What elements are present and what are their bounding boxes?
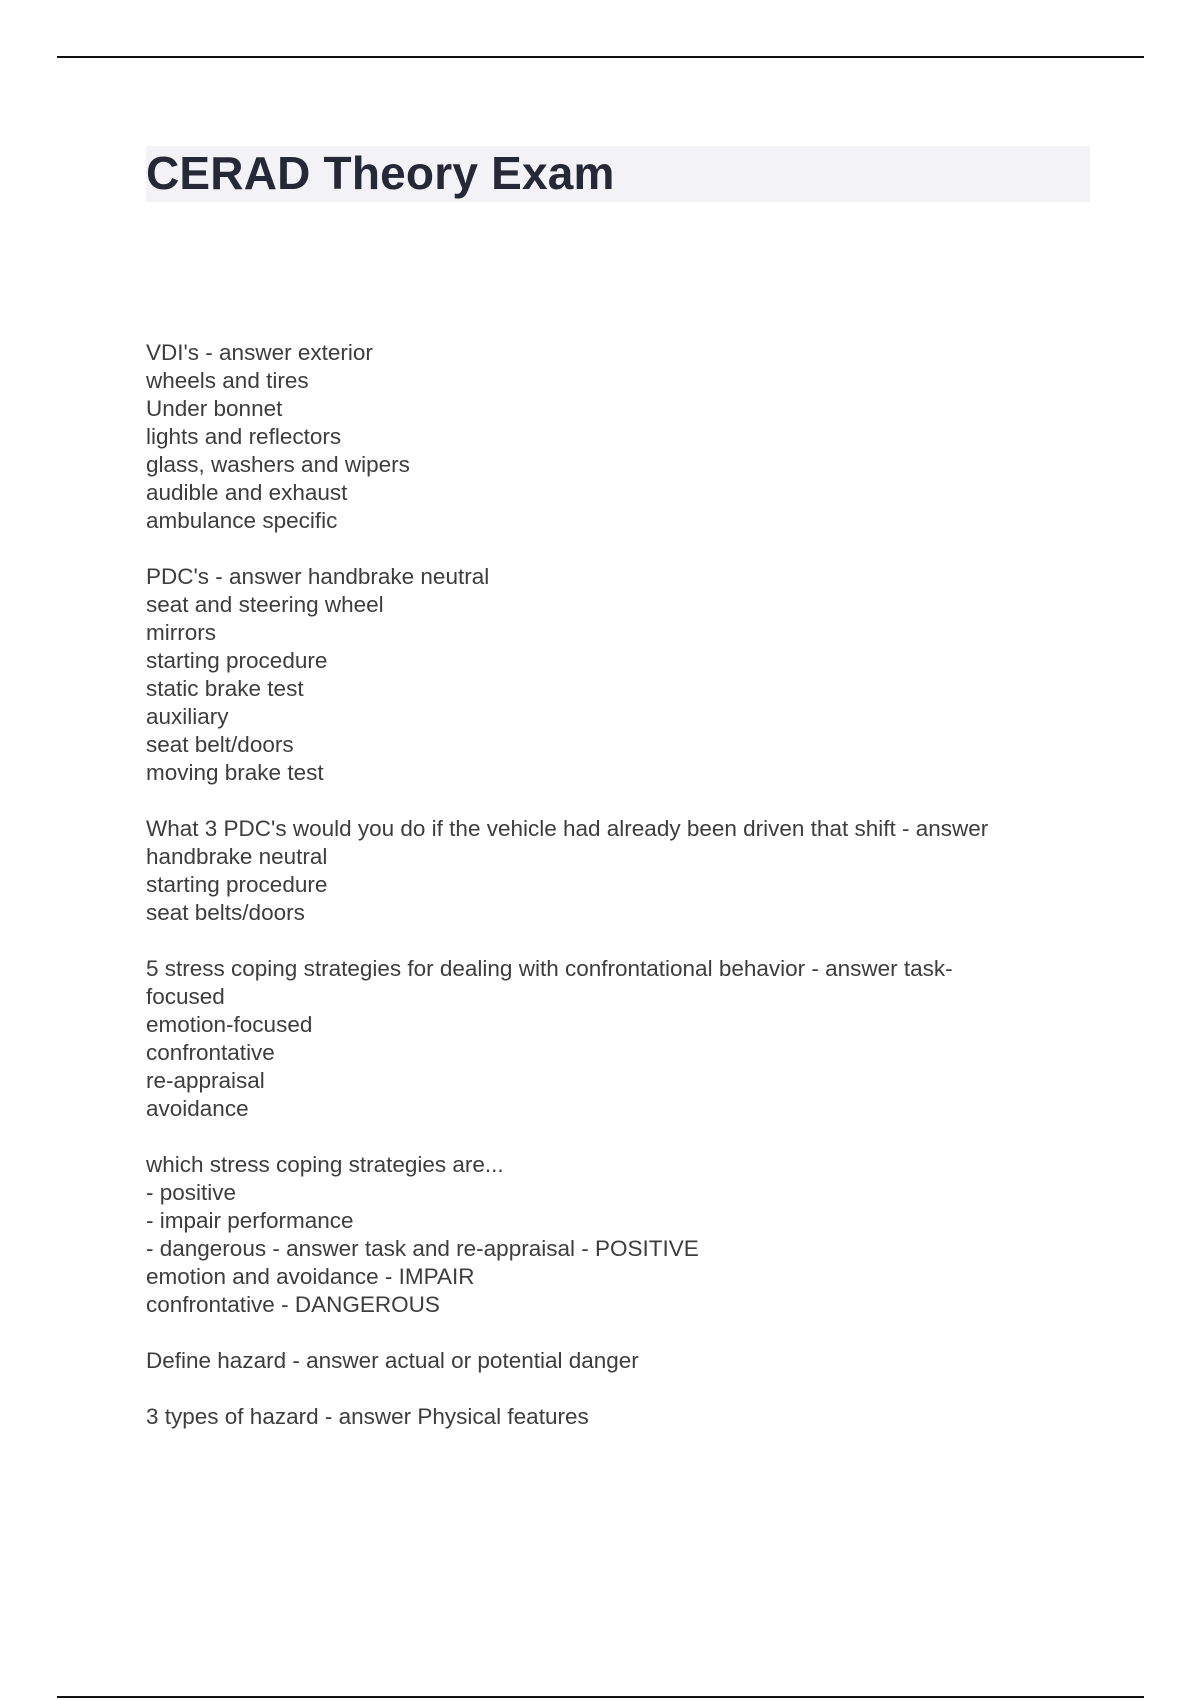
qa-line: Under bonnet	[146, 396, 283, 421]
qa-line: which stress coping strategies are...	[146, 1152, 504, 1177]
qa-line: auxiliary	[146, 704, 229, 729]
qa-line: starting procedure	[146, 648, 328, 673]
qa-line: 3 types of hazard - answer Physical features	[146, 1404, 589, 1429]
qa-line: - dangerous - answer task and re-appraisal - POSITIVE	[146, 1236, 699, 1261]
qa-line: PDC's - answer handbrake neutral	[146, 564, 490, 589]
flashcard-list	[146, 339, 1076, 1459]
qa-line: confrontative	[146, 1040, 275, 1065]
qa-line: VDI's - answer exterior	[146, 340, 373, 365]
qa-line: ambulance specific	[146, 508, 338, 533]
qa-line: confrontative - DANGEROUS	[146, 1292, 440, 1317]
qa-block-vdis	[146, 339, 1076, 535]
qa-line: avoidance	[146, 1096, 249, 1121]
bottom-rule	[57, 1696, 1144, 1698]
qa-line: static brake test	[146, 676, 304, 701]
qa-block-three-pdcs	[146, 815, 1076, 927]
page-title: CERAD Theory Exam	[146, 147, 615, 199]
qa-line: re-appraisal	[146, 1068, 265, 1093]
qa-line: - positive	[146, 1180, 237, 1205]
qa-block-define-hazard	[146, 1347, 1076, 1375]
qa-line: seat and steering wheel	[146, 592, 384, 617]
qa-line: 5 stress coping strategies for dealing with confrontational behavior - answer task-	[146, 956, 953, 981]
qa-block-hazard-types	[146, 1403, 1076, 1431]
qa-line: - impair performance	[146, 1208, 354, 1233]
qa-block-coping-strategies	[146, 955, 1076, 1123]
qa-line: emotion-focused	[146, 1012, 313, 1037]
qa-line: wheels and tires	[146, 368, 309, 393]
qa-line: handbrake neutral	[146, 844, 328, 869]
qa-line: moving brake test	[146, 760, 324, 785]
qa-line: starting procedure	[146, 872, 328, 897]
qa-line: emotion and avoidance - IMPAIR	[146, 1264, 475, 1289]
qa-line: Define hazard - answer actual or potential danger	[146, 1348, 639, 1373]
qa-line: What 3 PDC's would you do if the vehicle had already been driven that shift - answer	[146, 816, 989, 841]
qa-block-strategy-classification	[146, 1151, 1076, 1319]
top-rule	[57, 56, 1144, 58]
qa-line: glass, washers and wipers	[146, 452, 410, 477]
qa-line: audible and exhaust	[146, 480, 348, 505]
qa-line: seat belt/doors	[146, 732, 294, 757]
qa-line: seat belts/doors	[146, 900, 305, 925]
qa-line: focused	[146, 984, 225, 1009]
qa-block-pdcs	[146, 563, 1076, 787]
qa-line: mirrors	[146, 620, 216, 645]
qa-line: lights and reflectors	[146, 424, 342, 449]
